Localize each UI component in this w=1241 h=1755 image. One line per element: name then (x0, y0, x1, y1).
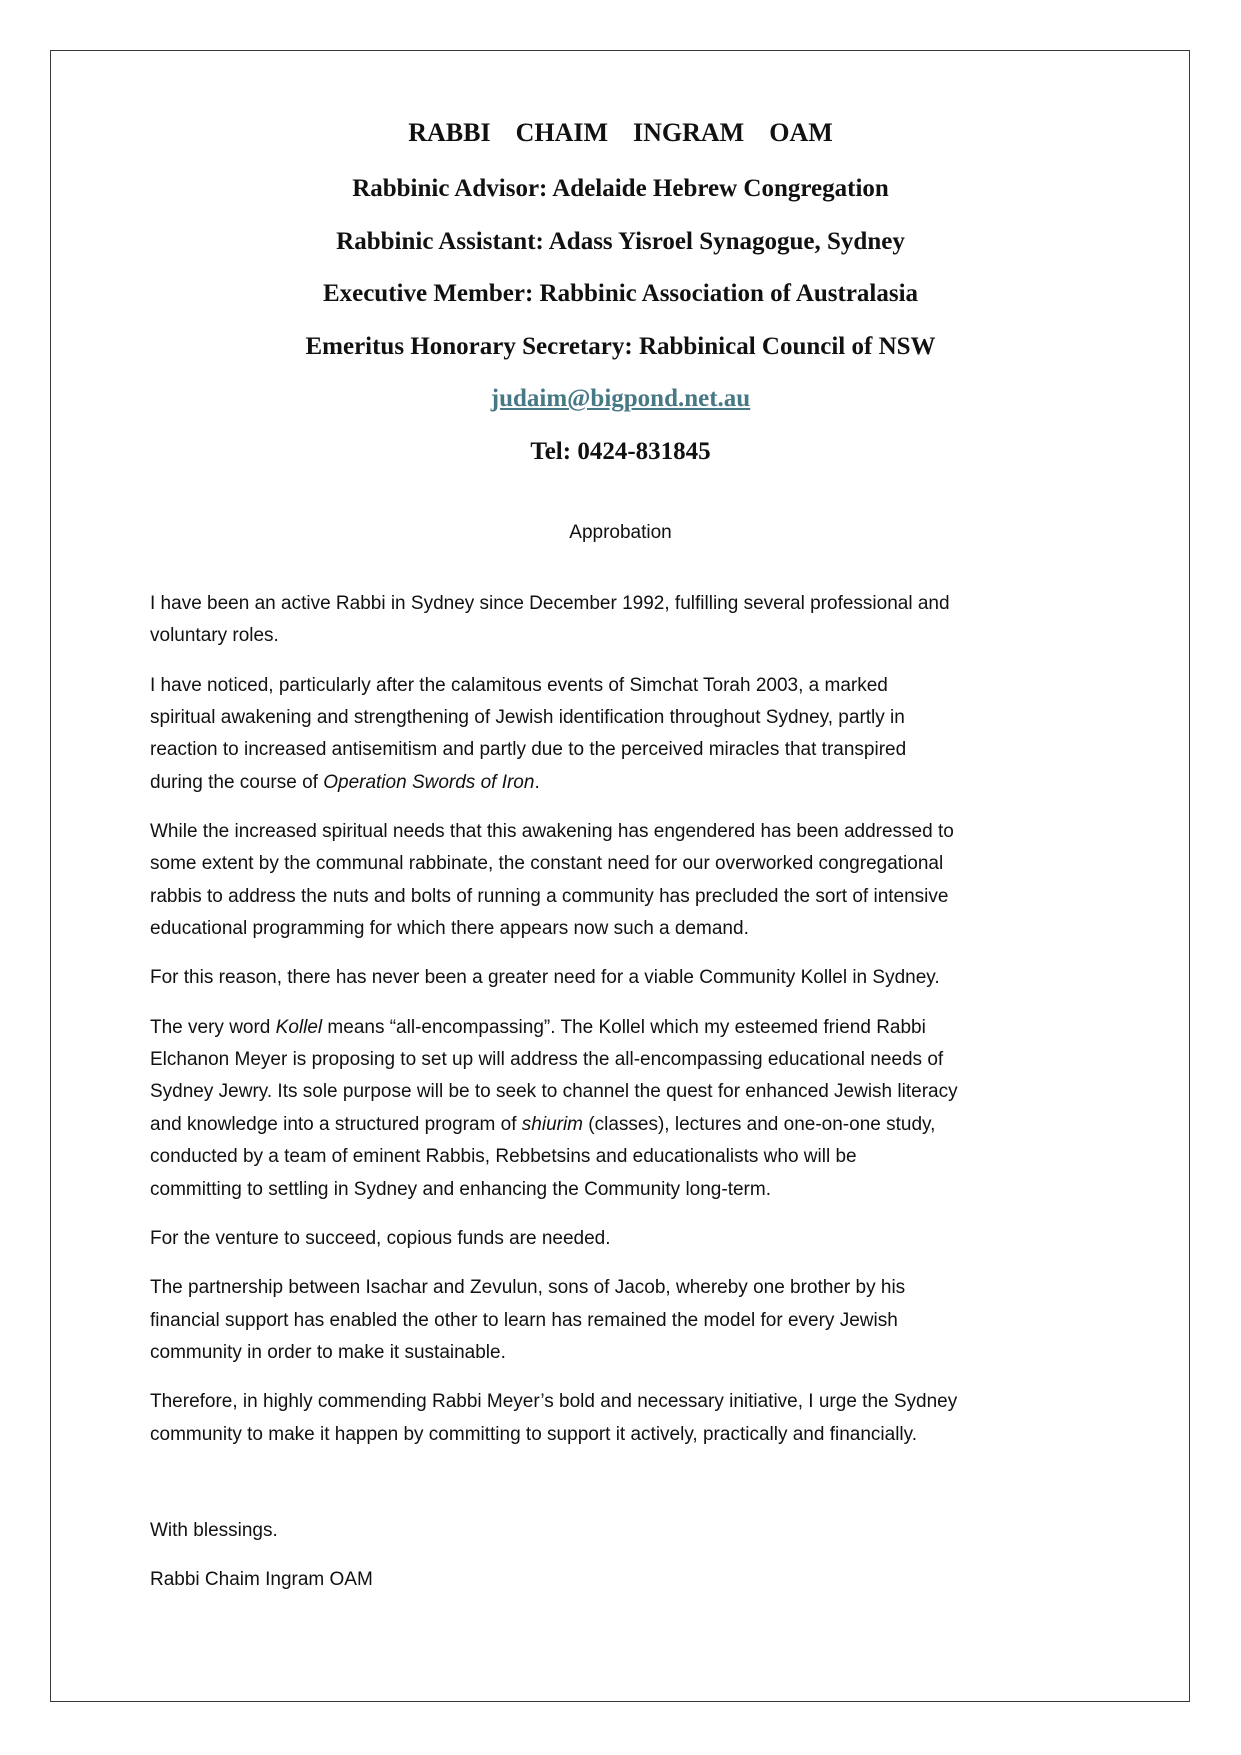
text-segment: Elchanon Meyer is proposing to set up will address the all-encompassing educational needs of (150, 1049, 944, 1071)
body-paragraph (150, 670, 958, 800)
paragraphs (150, 588, 958, 1451)
text-line (150, 1223, 958, 1255)
letterhead-role: Emeritus Honorary Secretary: Rabbinical Council of NSW (305, 333, 936, 360)
text-line (150, 816, 958, 848)
text-segment: For this reason, there has never been a greater need for a viable Community Kollel in Sydney. (150, 967, 940, 989)
text-line (150, 1109, 958, 1141)
text-segment: spiritual awakening and strengthening of Jewish identification throughout Sydney, partly in (150, 707, 905, 729)
letterhead-name: RABBI CHAIM INGRAM OAM (408, 118, 833, 147)
text-line (150, 1141, 958, 1173)
body-paragraph (150, 588, 958, 653)
text-segment: financial support has enabled the other to learn has remained the model for every Jewish (150, 1309, 898, 1331)
body-paragraph (150, 1386, 958, 1451)
body-paragraph (150, 1012, 958, 1206)
letter-body (150, 588, 958, 1613)
text-segment: some extent by the communal rabbinate, the constant need for our overworked congregational (150, 853, 944, 875)
text-segment: committing to settling in Sydney and enhancing the Community long-term. (150, 1178, 771, 1200)
text-line (150, 881, 958, 913)
text-line (150, 913, 958, 945)
letterhead-role: Executive Member: Rabbinic Association of Australasia (322, 280, 919, 307)
text-segment: reaction to increased antisemitism and partly due to the perceived miracles that transpired (150, 739, 907, 761)
document-heading: Approbation (569, 522, 672, 543)
text-segment: For the venture to succeed, copious funds are needed. (150, 1227, 611, 1249)
text-segment: I have noticed, particularly after the calamitous events of Simchat Torah 2003, a marked (150, 674, 888, 696)
text-segment: rabbis to address the nuts and bolts of running a community has precluded the sort of intensive (150, 885, 949, 907)
body-paragraph (150, 962, 958, 994)
text-line (150, 1337, 958, 1369)
letterhead-role: Rabbinic Assistant: Adass Yisroel Synagogue, Sydney (336, 228, 905, 255)
telephone: Tel: 0424-831845 (530, 438, 711, 465)
signature: Rabbi Chaim Ingram OAM (150, 1569, 373, 1591)
text-line (150, 1419, 958, 1451)
text-line (150, 1174, 958, 1206)
text-line (150, 1272, 958, 1304)
text-line (150, 1076, 958, 1108)
text-line (150, 1386, 958, 1418)
body-paragraph (150, 816, 958, 946)
text-segment: The partnership between Isachar and Zevulun, sons of Jacob, whereby one brother by his (150, 1277, 906, 1299)
letterhead-role: Rabbinic Advisor: Adelaide Hebrew Congregation (352, 175, 889, 202)
italic-text: Operation Swords of Iron (323, 771, 535, 793)
text-line (150, 962, 958, 994)
text-line (150, 1012, 958, 1044)
text-segment: community to make it happen by committing to support it actively, practically and financially. (150, 1423, 918, 1445)
email-link[interactable]: judaim@bigpond.net.au (490, 385, 751, 412)
text-segment: during the course of (150, 771, 324, 793)
text-line (150, 1305, 958, 1337)
text-segment: While the increased spiritual needs that this awakening has engendered has been addressed to (150, 821, 954, 843)
italic-text: shiurim (521, 1113, 584, 1135)
closing: With blessings. (150, 1519, 278, 1541)
body-paragraph (150, 1272, 958, 1369)
text-segment: Sydney Jewry. Its sole purpose will be to seek to channel the quest for enhanced Jewish literacy (150, 1081, 958, 1103)
text-line (150, 848, 958, 880)
text-line (150, 767, 958, 799)
body-paragraph (150, 1223, 958, 1255)
text-segment: (classes), lectures and one-on-one study, (583, 1113, 936, 1135)
text-segment: conducted by a team of eminent Rabbis, Rebbetsins and educationalists who will be (150, 1146, 857, 1168)
text-segment: . (534, 771, 540, 793)
text-line (150, 734, 958, 766)
text-line (150, 1044, 958, 1076)
text-line (150, 702, 958, 734)
text-segment: and knowledge into a structured program of (150, 1113, 522, 1135)
text-segment: I have been an active Rabbi in Sydney since December 1992, fulfilling several professional and (150, 593, 950, 614)
text-line (150, 588, 958, 620)
text-line (150, 670, 958, 702)
text-line (150, 620, 958, 652)
italic-text: Kollel (275, 1016, 323, 1038)
text-segment: educational programming for which there appears now such a demand. (150, 918, 749, 940)
text-segment: The very word (150, 1016, 276, 1038)
text-segment: community in order to make it sustainable. (150, 1341, 506, 1363)
text-segment: voluntary roles. (150, 625, 279, 647)
text-segment: means “all-encompassing”. The Kollel which my esteemed friend Rabbi (322, 1016, 926, 1038)
text-segment: Therefore, in highly commending Rabbi Meyer’s bold and necessary initiative, I urge the Sydney (150, 1391, 958, 1413)
